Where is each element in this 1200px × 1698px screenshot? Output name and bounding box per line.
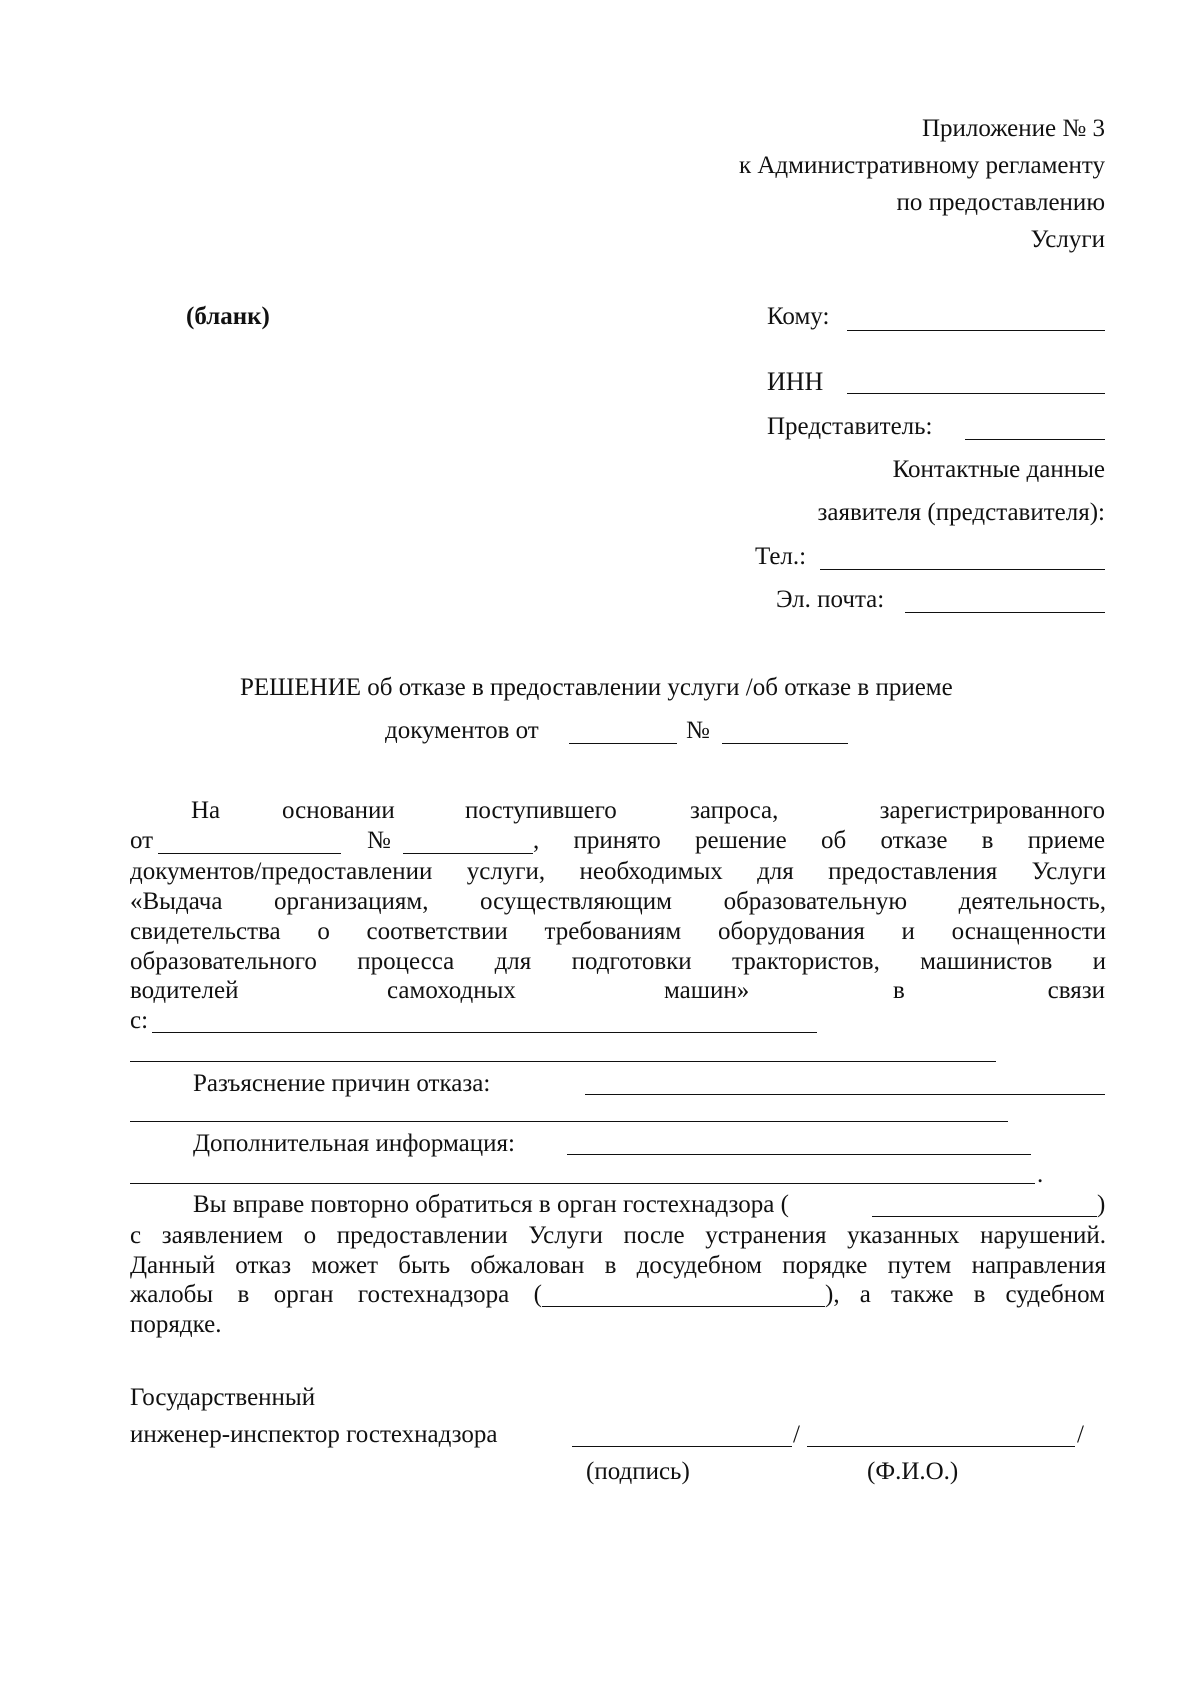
p2-line1-end: ) [1097, 1191, 1106, 1218]
appendix-service: Услуги [1030, 226, 1105, 253]
signature-slash-1: / [793, 1421, 800, 1448]
p1-word: основании [282, 797, 395, 824]
reason-explanation-field[interactable] [585, 1094, 1105, 1095]
p1-number-label: № [367, 827, 391, 854]
p1-word: поступившего [465, 797, 617, 824]
representative-field[interactable] [965, 439, 1105, 440]
inn-field[interactable] [847, 393, 1105, 394]
blank-label: (бланк) [186, 303, 270, 330]
email-label: Эл. почта: [776, 586, 885, 613]
p1-line3: документов/предоставлении услуги, необходимых для предоставления Услуги [130, 858, 1106, 885]
decision-date-field[interactable] [569, 743, 677, 744]
to-field[interactable] [847, 330, 1105, 331]
p1-word: в [893, 977, 905, 1004]
p1-word: запроса, [690, 797, 779, 824]
p1-word: машин» [664, 977, 750, 1004]
signature-caption: (подпись) [586, 1458, 690, 1485]
p2-line1: Вы вправе повторно обратиться в орган гостехнадзора ( [193, 1191, 789, 1218]
signer-title-1: Государственный [130, 1384, 316, 1411]
p1-line2-text: , принято решение об отказе в приеме [533, 827, 1105, 854]
request-number-field[interactable] [403, 853, 533, 854]
appendix-number: Приложение № 3 [921, 115, 1105, 142]
contact-label-1: Контактные данные [892, 456, 1105, 483]
p1-line5: свидетельства о соответствии требованиям оборудования и оснащенности [130, 918, 1106, 945]
additional-info-field[interactable] [567, 1154, 1031, 1155]
decision-number-field[interactable] [722, 743, 848, 744]
name-caption: (Ф.И.О.) [867, 1458, 959, 1485]
p1-word: зарегистрированного [879, 797, 1105, 824]
p2-line3: Данный отказ может быть обжалован в досудебном порядке путем направления [130, 1252, 1106, 1279]
p1-line4: «Выдача организациям, осуществляющим образовательную деятельность, [130, 888, 1106, 915]
request-date-field[interactable] [158, 853, 341, 854]
signature-slash-2: / [1077, 1421, 1084, 1448]
to-label: Кому: [767, 303, 830, 330]
decision-number-label: № [686, 717, 710, 744]
inn-label: ИНН [767, 367, 824, 396]
p1-from-label: от [130, 827, 154, 854]
signer-title-2: инженер-инспектор гостехнадзора [130, 1421, 498, 1448]
additional-info-period: . [1037, 1161, 1044, 1188]
appendix-regulation: к Административному регламенту [738, 152, 1105, 179]
p2-line5: порядке. [130, 1311, 222, 1338]
authority-field-2[interactable] [542, 1306, 825, 1307]
authority-field-1[interactable] [872, 1216, 1097, 1217]
signer-name-field[interactable] [807, 1446, 1075, 1447]
contact-label-2: заявителя (представителя): [817, 499, 1105, 526]
reason-explanation-field-2[interactable] [130, 1121, 1008, 1122]
p1-word: самоходных [387, 977, 516, 1004]
p2-line2: с заявлением о предоставлении Услуги после устранения указанных нарушений. [130, 1222, 1106, 1249]
p1-word: водителей [130, 977, 239, 1004]
reason-field-2[interactable] [130, 1061, 996, 1062]
reason-field-1[interactable] [152, 1032, 817, 1033]
decision-title: РЕШЕНИЕ об отказе в предоставлении услуги /об отказе в приеме [240, 674, 953, 701]
email-field[interactable] [905, 612, 1105, 613]
p1-word: связи [1047, 977, 1105, 1004]
phone-label: Тел.: [755, 543, 807, 570]
decision-date-label: документов от [385, 717, 539, 744]
appendix-provision: по предоставлению [896, 189, 1105, 216]
phone-field[interactable] [820, 569, 1105, 570]
signature-field[interactable] [572, 1446, 792, 1447]
p1-line6: образовательного процесса для подготовки трактористов, машинистов и [130, 948, 1106, 975]
p1-with-label: с: [130, 1007, 149, 1034]
representative-label: Представитель: [767, 413, 933, 440]
reason-explanation-label: Разъяснение причин отказа: [193, 1070, 491, 1097]
p1-word: На [191, 797, 221, 824]
p2-line4-a: жалобы в орган гостехнадзора ( [130, 1281, 542, 1308]
p2-line4-b: ), а также в судебном [825, 1281, 1105, 1308]
additional-info-field-2[interactable] [130, 1183, 1035, 1184]
additional-info-label: Дополнительная информация: [193, 1130, 515, 1157]
